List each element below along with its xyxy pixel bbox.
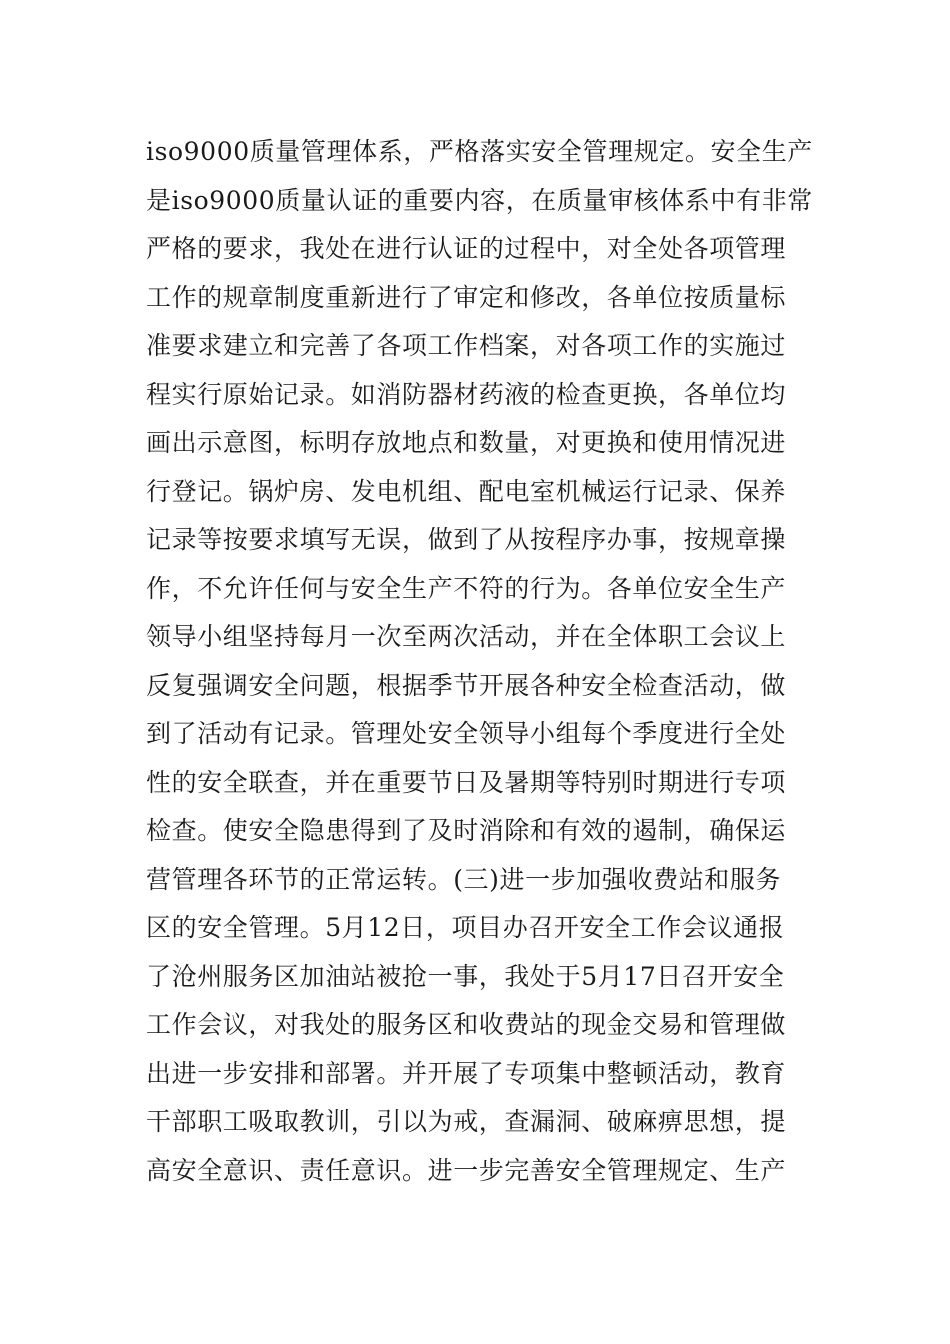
text-line-13: 到了活动有记录。管理处安全领导小组每个季度进行全处 (146, 719, 787, 748)
text-line-20: 出进一步安排和部署。并开展了专项集中整顿活动，教育 (146, 1058, 787, 1088)
text-line-22: 高安全意识、责任意识。进一步完善安全管理规定、生产 (146, 1155, 787, 1185)
text-line-15: 检查。使安全隐患得到了及时消除和有效的遏制，确保运 (146, 816, 787, 845)
text-line-12: 反复强调安全问题，根据季节开展各种安全检查活动，做 (146, 670, 787, 700)
text-line-1: iso9000质量管理体系，严格落实安全管理规定。安全生产 (146, 137, 813, 166)
body-text (146, 128, 816, 1195)
text-line-19: 工作会议，对我处的服务区和收费站的现金交易和管理做 (146, 1010, 787, 1039)
text-line-2: 是iso9000质量认证的重要内容，在质量审核体系中有非常 (146, 185, 813, 215)
text-line-3: 严格的要求，我处在进行认证的过程中，对全处各项管理 (146, 234, 787, 263)
text-line-17: 区的安全管理。5月12日，项目办召开安全工作会议通报 (146, 913, 785, 942)
text-line-8: 行登记。锅炉房、发电机组、配电室机械运行记录、保养 (146, 476, 787, 506)
text-line-6: 程实行原始记录。如消防器材药液的检查更换，各单位均 (146, 379, 787, 409)
text-line-18: 了沧州服务区加油站被抢一事，我处于5月17日召开安全 (146, 961, 785, 991)
text-line-4: 工作的规章制度重新进行了审定和修改，各单位按质量标 (146, 282, 787, 312)
text-line-7: 画出示意图，标明存放地点和数量，对更换和使用情况进 (146, 428, 787, 457)
text-line-14: 性的安全联查，并在重要节日及暑期等特别时期进行专项 (146, 767, 787, 797)
text-line-9: 记录等按要求填写无误，做到了从按程序办事，按规章操 (146, 525, 787, 554)
text-line-10: 作，不允许任何与安全生产不符的行为。各单位安全生产 (146, 573, 787, 603)
text-line-21: 干部职工吸取教训，引以为戒，查漏洞、破麻痹思想，提 (146, 1107, 787, 1136)
text-line-5: 准要求建立和完善了各项工作档案，对各项工作的实施过 (146, 331, 787, 360)
text-line-11: 领导小组坚持每月一次至两次活动，并在全体职工会议上 (146, 622, 787, 651)
text-line-16: 营管理各环节的正常运转。(三)进一步加强收费站和服务 (146, 864, 782, 894)
